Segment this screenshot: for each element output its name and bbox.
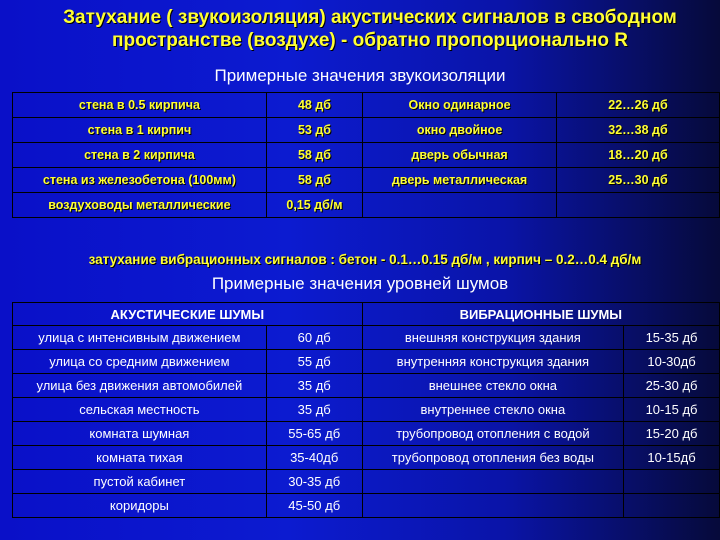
insulation-object-cell: дверь обычная [363, 143, 557, 168]
insulation-object-value-cell: 32…38 дб [557, 118, 720, 143]
insulation-object-value-cell: 18…20 дб [557, 143, 720, 168]
insulation-value-cell: 0,15 дб/м [266, 193, 362, 218]
noise-section-title: Примерные значения уровней шумов [211, 274, 509, 293]
acoustic-source-cell: комната шумная [13, 422, 267, 446]
vibration-level-cell: 15-35 дб [624, 326, 720, 350]
insulation-table-row [13, 143, 720, 168]
acoustic-source-cell: улица без движения автомобилей [13, 374, 267, 398]
insulation-table-row [13, 93, 720, 118]
noise-table-row [13, 326, 720, 350]
vibration-level-cell: 10-30дб [624, 350, 720, 374]
insulation-object-cell: дверь металлическая [363, 168, 557, 193]
acoustic-source-cell: пустой кабинет [13, 470, 267, 494]
noise-levels-table [12, 302, 720, 518]
acoustic-noise-header: АКУСТИЧЕСКИЕ ШУМЫ [13, 303, 363, 326]
vibration-source-cell: внутреннее стекло окна [362, 398, 623, 422]
insulation-value-cell: 53 дб [266, 118, 362, 143]
acoustic-source-cell: улица с интенсивным движением [13, 326, 267, 350]
vibration-level-cell [624, 494, 720, 518]
insulation-object-cell [363, 193, 557, 218]
vibration-source-cell: внутренняя конструкция здания [362, 350, 623, 374]
slide-title [40, 6, 700, 52]
noise-table-row [13, 494, 720, 518]
noise-table-row [13, 398, 720, 422]
insulation-material-cell: стена в 2 кирпича [13, 143, 267, 168]
vibration-source-cell: внешняя конструкция здания [362, 326, 623, 350]
noise-table-row [13, 374, 720, 398]
insulation-material-cell: воздуховоды металлические [13, 193, 267, 218]
insulation-table-row [13, 118, 720, 143]
vibration-level-cell: 10-15 дб [624, 398, 720, 422]
vibration-source-cell: внешнее стекло окна [362, 374, 623, 398]
insulation-table [12, 92, 720, 218]
title-line-1: Затухание ( звукоизоляция) акустических сигналов в свободном [63, 7, 677, 28]
noise-table-row [13, 470, 720, 494]
insulation-object-value-cell [557, 193, 720, 218]
vibration-attenuation-note: затухание вибрационных сигналов : бетон - 0.1…0.15 дб/м , кирпич – 0.2…0.4 дб/м [88, 252, 642, 267]
vibration-level-cell [624, 470, 720, 494]
noise-table-row [13, 446, 720, 470]
insulation-section-title: Примерные значения звукоизоляции [214, 66, 506, 85]
noise-table-header-row [13, 303, 720, 326]
insulation-object-value-cell: 22…26 дб [557, 93, 720, 118]
vibration-source-cell: трубопровод отопления без воды [362, 446, 623, 470]
acoustic-level-cell: 45-50 дб [266, 494, 362, 518]
insulation-object-value-cell: 25…30 дб [557, 168, 720, 193]
acoustic-source-cell: улица со средним движением [13, 350, 267, 374]
acoustic-source-cell: сельская местность [13, 398, 267, 422]
insulation-value-cell: 48 дб [266, 93, 362, 118]
noise-table-row [13, 422, 720, 446]
vibration-level-cell: 15-20 дб [624, 422, 720, 446]
insulation-object-cell: Окно одинарное [363, 93, 557, 118]
insulation-object-cell: окно двойное [363, 118, 557, 143]
vibration-noise-header: ВИБРАЦИОННЫЕ ШУМЫ [362, 303, 719, 326]
acoustic-level-cell: 60 дб [266, 326, 362, 350]
insulation-table-row [13, 168, 720, 193]
vibration-level-cell: 25-30 дб [624, 374, 720, 398]
acoustic-level-cell: 35 дб [266, 398, 362, 422]
acoustic-level-cell: 30-35 дб [266, 470, 362, 494]
acoustic-level-cell: 55-65 дб [266, 422, 362, 446]
acoustic-source-cell: коридоры [13, 494, 267, 518]
acoustic-source-cell: комната тихая [13, 446, 267, 470]
insulation-material-cell: стена в 0.5 кирпича [13, 93, 267, 118]
acoustic-level-cell: 55 дб [266, 350, 362, 374]
insulation-table-row [13, 193, 720, 218]
insulation-value-cell: 58 дб [266, 168, 362, 193]
vibration-level-cell: 10-15дб [624, 446, 720, 470]
title-line-2: пространстве (воздухе) - обратно пропорционально R [111, 30, 629, 51]
vibration-source-cell: трубопровод отопления с водой [362, 422, 623, 446]
insulation-value-cell: 58 дб [266, 143, 362, 168]
noise-table-row [13, 350, 720, 374]
insulation-material-cell: стена из железобетона (100мм) [13, 168, 267, 193]
insulation-material-cell: стена в 1 кирпич [13, 118, 267, 143]
vibration-source-cell [362, 470, 623, 494]
acoustic-level-cell: 35-40дб [266, 446, 362, 470]
acoustic-level-cell: 35 дб [266, 374, 362, 398]
vibration-source-cell [362, 494, 623, 518]
